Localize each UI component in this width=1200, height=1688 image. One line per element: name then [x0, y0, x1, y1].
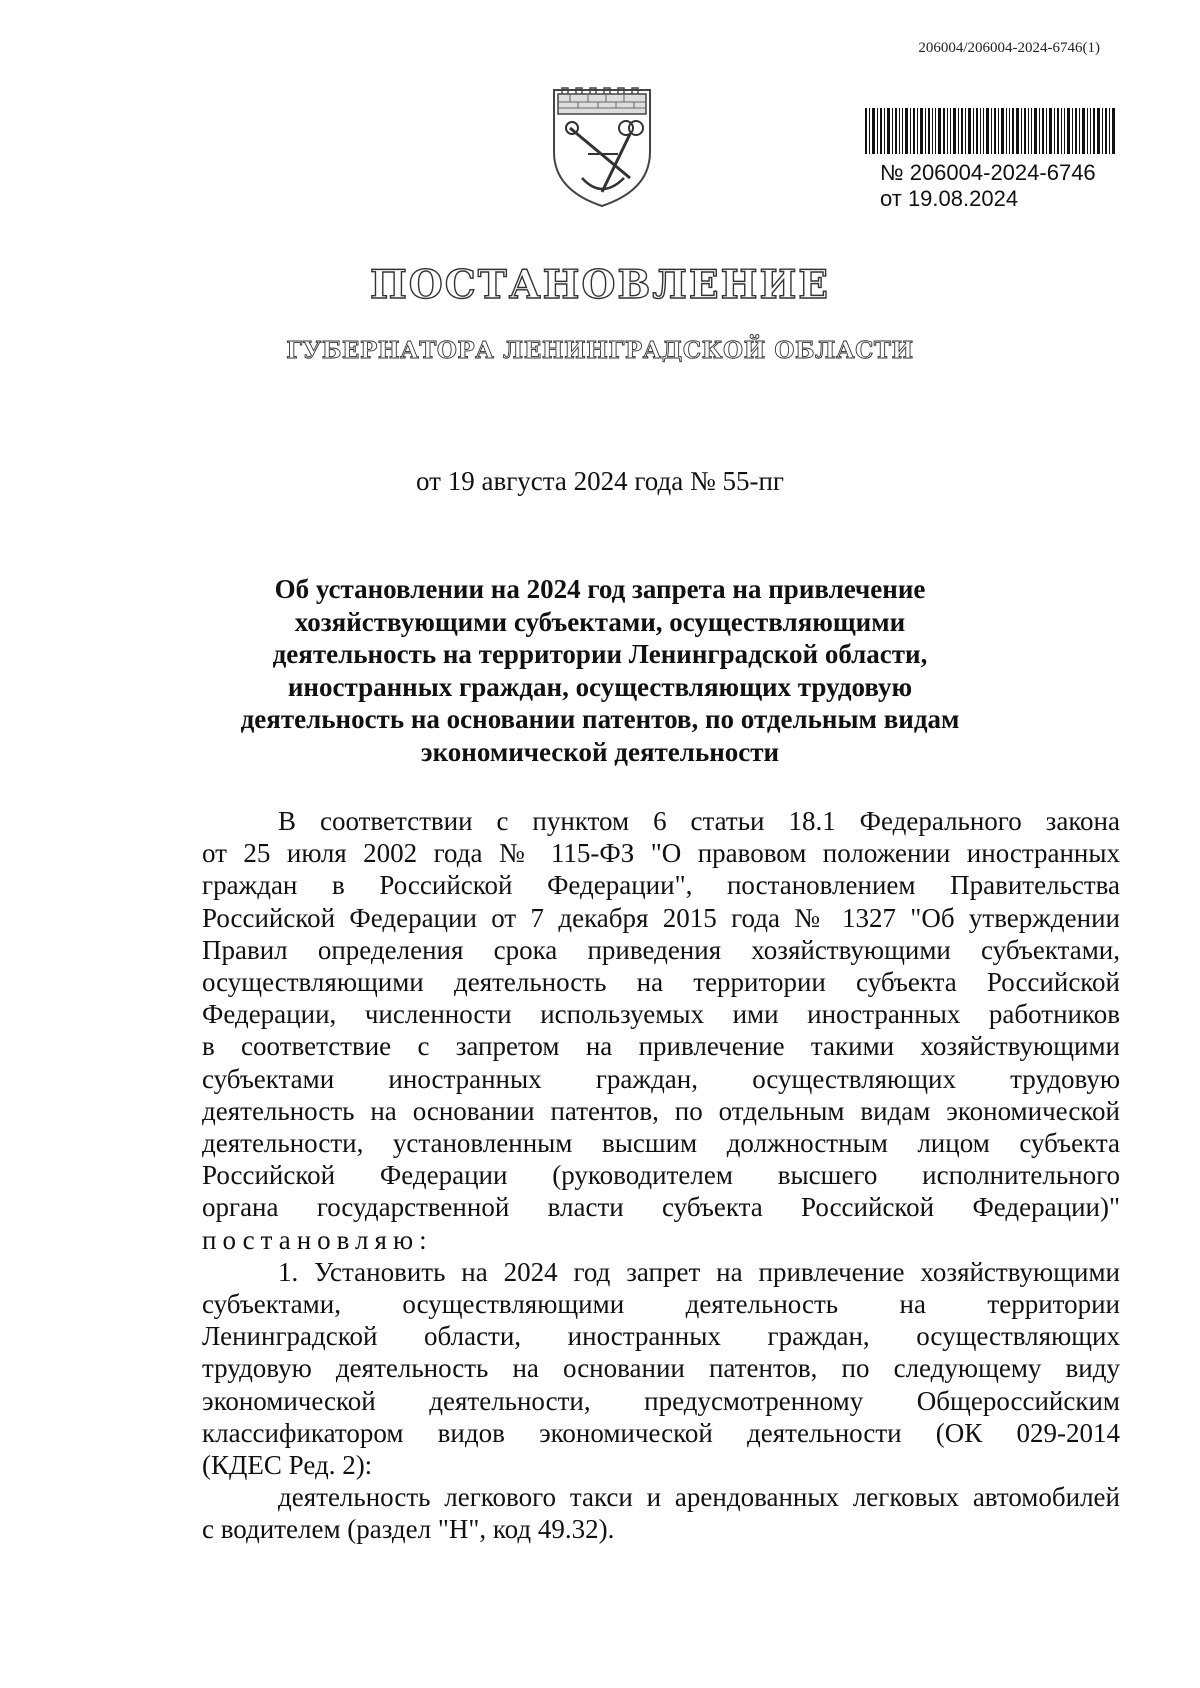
body-line: трудовую деятельность на основании патентов, по следующему виду	[202, 1353, 1120, 1384]
body-line: экономической деятельности, предусмотренному Общероссийским	[202, 1385, 1120, 1416]
body-line: (КДЕС Ред. 2):	[202, 1450, 373, 1481]
body-line: 1. Установить на 2024 год запрет на привлечение хозяйствующими	[278, 1256, 1120, 1287]
body-line: субъектами, осуществляющими деятельность на территории	[202, 1289, 1120, 1320]
document-date-number: от 19 августа 2024 года № 55-пг	[416, 466, 784, 496]
document-body	[202, 805, 1120, 1546]
body-line: с водителем (раздел "Н", код 49.32).	[202, 1514, 615, 1545]
registration-number: № 206004-2024-6746	[880, 160, 1096, 185]
body-line: деятельности, установленным высшим должностным лицом субъекта	[202, 1128, 1120, 1159]
activity-paragraph	[202, 1481, 1120, 1545]
body-line: Правил определения срока приведения хозяйствующими субъектами,	[202, 934, 1120, 965]
body-line: классификатором видов экономической деятельности (ОК 029-2014	[202, 1417, 1120, 1448]
body-line: деятельность легкового такси и арендованных легковых автомобилей	[278, 1482, 1120, 1513]
body-line: в соответствие с запретом на привлечение такими хозяйствующими	[202, 1031, 1120, 1062]
document-type-heading: ПОСТАНОВЛЕНИЕ	[369, 262, 831, 308]
body-line: субъектами иностранных граждан, осуществляющих трудовую	[202, 1063, 1120, 1094]
body-line: Российской Федерации от 7 декабря 2015 года № 1327 "Об утверждении	[202, 902, 1120, 933]
issuer-heading: ГУБЕРНАТОРА ЛЕНИНГРАДСКОЙ ОБЛАСТИ	[286, 337, 914, 364]
title-line: деятельность на основании патентов, по отдельным видам	[240, 704, 960, 734]
body-line: граждан в Российской Федерации", постановлением Правительства	[202, 870, 1120, 901]
title-line: хозяйствующими субъектами, осуществляющими	[294, 606, 906, 637]
document-title	[200, 573, 1000, 768]
title-line: Об установлении на 2024 год запрета на привлечение	[274, 574, 926, 604]
body-line: деятельность на основании патентов, по отдельным видам экономической	[202, 1095, 1120, 1126]
body-line: Российской Федерации (руководителем высшего исполнительного	[202, 1160, 1120, 1191]
barcode	[865, 108, 1115, 154]
body-line: осуществляющими деятельность на территории субъекта Российской	[202, 967, 1120, 998]
decree-word: постановляю:	[202, 1224, 433, 1255]
coat-of-arms-emblem	[548, 82, 656, 210]
registration-date: от 19.08.2024	[880, 186, 1019, 211]
body-line: Ленинградской области, иностранных граждан, осуществляющих	[202, 1321, 1120, 1352]
title-line: экономической деятельности	[420, 736, 780, 767]
document-top-id: 206004/206004-2024-6746(1)	[918, 40, 1100, 56]
item-1-paragraph	[202, 1256, 1120, 1481]
body-line: Федерации, численности используемых ими иностранных работников	[202, 999, 1120, 1030]
body-line: органа государственной власти субъекта Российской Федерации)"	[202, 1192, 1120, 1223]
preamble-paragraph	[202, 805, 1120, 1256]
title-line: иностранных граждан, осуществляющих трудовую	[287, 671, 913, 702]
title-line: деятельность на территории Ленинградской области,	[272, 639, 928, 669]
body-line: В соответствии с пунктом 6 статьи 18.1 Федерального закона	[278, 806, 1120, 836]
body-line: от 25 июля 2002 года № 115-ФЗ "О правовом положении иностранных	[202, 838, 1120, 869]
